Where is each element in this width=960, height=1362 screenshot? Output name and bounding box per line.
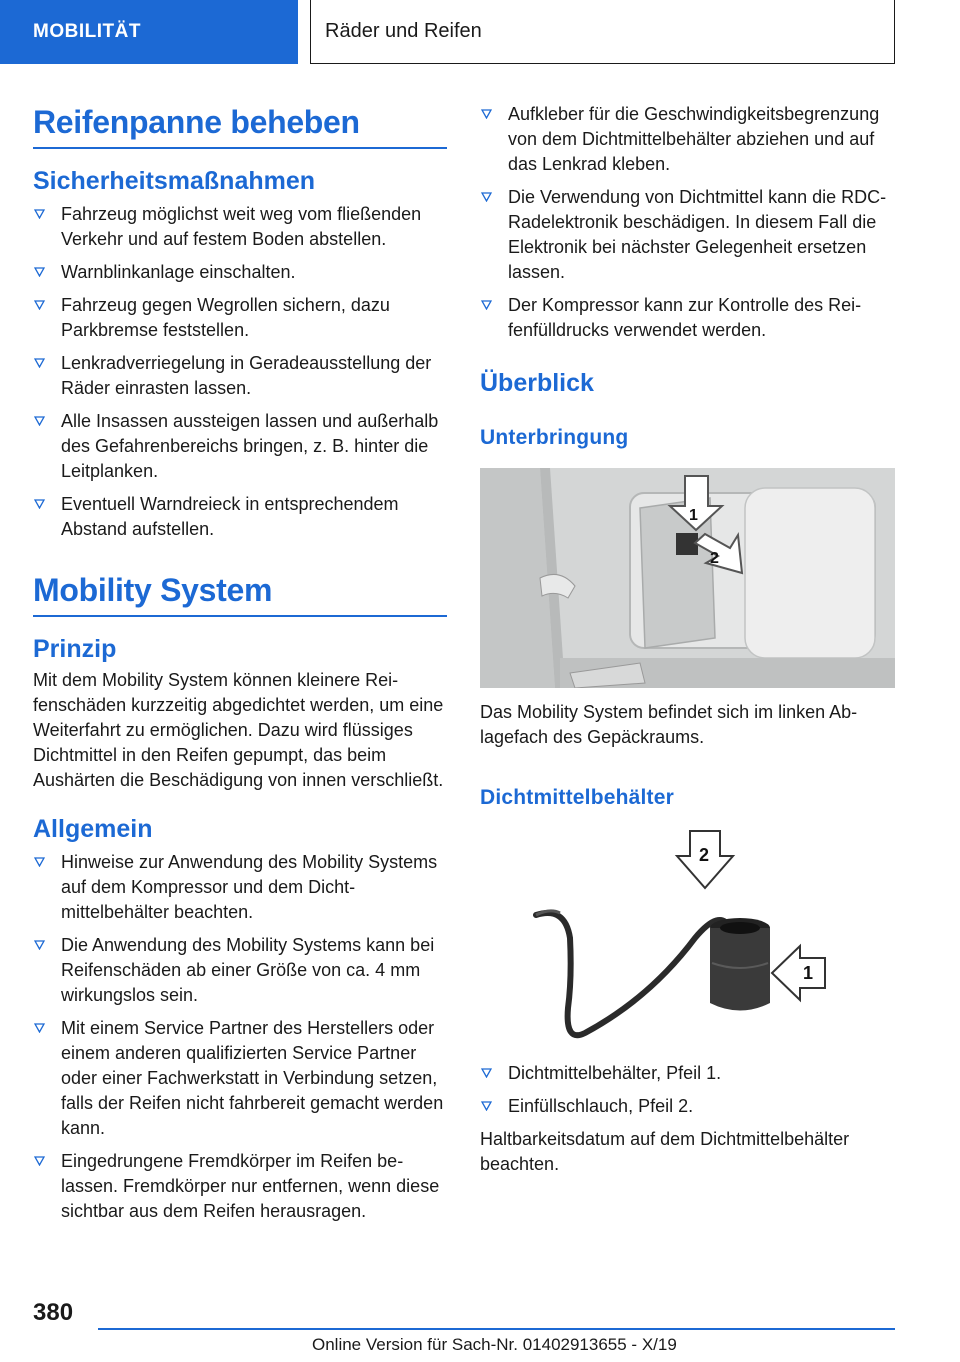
general-list xyxy=(33,850,447,1224)
list-item: Alle Insassen aussteigen lassen und außerhalb des Gefahrenbereichs bringen, z. B. hinter die Leitplanken. xyxy=(33,409,447,484)
sealant-bottle-illustration xyxy=(480,828,895,1043)
triangle-bullet-icon xyxy=(34,267,44,277)
section-title: MOBILITÄT xyxy=(33,21,141,42)
triangle-bullet-icon xyxy=(34,358,44,368)
list-item: Warnblinkanlage einschalten. xyxy=(33,260,447,285)
heading-ueberblick: Überblick xyxy=(480,369,594,397)
heading-allgemein: Allgemein xyxy=(33,815,153,843)
heading-prinzip: Prinzip xyxy=(33,635,117,663)
triangle-bullet-icon xyxy=(481,1101,491,1111)
list-item: Eingedrungene Fremdkörper im Reifen belassen. Fremdkörper nur entfernen, wenn diese sichtbar aus dem Reifen herausragen. xyxy=(33,1149,447,1224)
triangle-bullet-icon xyxy=(481,109,491,119)
list-item: Lenkradverriegelung in Geradeausstellung der Räder einrasten lassen. xyxy=(33,351,447,401)
footer-rule xyxy=(98,1328,895,1330)
list-item: Fahrzeug möglichst weit weg vom fließenden Verkehr und auf festem Boden abstellen. xyxy=(33,202,447,252)
component-list xyxy=(480,1061,895,1119)
arrow-label-1: 1 xyxy=(689,507,698,524)
list-item: Aufkleber für die Geschwindigkeitsbegrenzung von dem Dichtmittelbehälter abziehen und auf das Lenkrad kleben. xyxy=(480,102,895,177)
heading-mobility-system: Mobility System xyxy=(33,572,447,617)
triangle-bullet-icon xyxy=(34,416,44,426)
chapter-tab xyxy=(310,0,895,64)
triangle-bullet-icon xyxy=(481,192,491,202)
left-column xyxy=(33,100,447,1232)
storage-paragraph: Das Mobility System befindet sich im linken Ablagefach des Gepäckraums. xyxy=(480,702,858,747)
heading-reifenpanne: Reifenpanne beheben xyxy=(33,104,447,149)
right-column xyxy=(480,100,895,1177)
list-item: Der Kompressor kann zur Kontrolle des Reifenfülldrucks verwendet werden. xyxy=(480,293,895,343)
section-tab xyxy=(0,0,298,64)
triangle-bullet-icon xyxy=(34,300,44,310)
triangle-bullet-icon xyxy=(481,1068,491,1078)
prinzip-paragraph: Mit dem Mobility System können kleinere Reifenschäden kurzzeitig abgedichtet werden, um eine Weiterfahrt zu ermöglichen. Dazu wird flüssiges Dichtmittel in den Reifen gepumpt, das beim Aushärten die Beschädigung von innen verschließt. xyxy=(33,670,444,790)
continued-list xyxy=(480,102,895,343)
list-item: Die Verwendung von Dichtmittel kann die RDC-Radelektronik beschädigen. In diesem Fall die Elektronik bei nächster Gelegenheit ersetzen lassen. xyxy=(480,185,895,285)
list-item: Eventuell Warndreieck in entsprechendem Abstand aufstellen. xyxy=(33,492,447,542)
shelf-life-paragraph: Haltbarkeitsdatum auf dem Dichtmittelbehälter beachten. xyxy=(480,1129,850,1174)
heading-unterbringung: Unterbringung xyxy=(480,426,629,449)
arrow-label-2: 2 xyxy=(710,550,719,567)
list-item: Hinweise zur Anwendung des Mobility Systems auf dem Kompressor und dem Dichtmittelbehälter beachten. xyxy=(33,850,447,925)
safety-list xyxy=(33,202,447,542)
arrow-label-2: 2 xyxy=(699,845,710,865)
heading-sicherheitsmassnahmen: Sicherheitsmaßnahmen xyxy=(33,167,316,195)
list-item: Dichtmittelbehälter, Pfeil 1. xyxy=(480,1061,895,1086)
heading-dichtmittelbehaelter: Dichtmittelbehälter xyxy=(480,786,674,809)
chapter-title: Räder und Reifen xyxy=(325,20,482,42)
list-item: Fahrzeug gegen Wegrollen sichern, dazu Parkbremse feststellen. xyxy=(33,293,447,343)
trunk-compartment-illustration xyxy=(480,468,895,688)
triangle-bullet-icon xyxy=(34,857,44,867)
list-item: Einfüllschlauch, Pfeil 2. xyxy=(480,1094,895,1119)
triangle-bullet-icon xyxy=(34,499,44,509)
arrow-label-1: 1 xyxy=(803,963,814,983)
page-number: 380 xyxy=(33,1299,74,1326)
list-item: Mit einem Service Partner des Herstellers oder einem anderen qualifizierten Service Partner oder einer Fachwerkstatt in Verbindung setzen, falls der Reifen nicht fahrbereit gemacht werden kann. xyxy=(33,1016,447,1141)
triangle-bullet-icon xyxy=(34,1156,44,1166)
list-item: Die Anwendung des Mobility Systems kann bei Reifenschäden ab einer Größe von ca. 4 mm wirkungslos sein. xyxy=(33,933,447,1008)
triangle-bullet-icon xyxy=(481,300,491,310)
triangle-bullet-icon xyxy=(34,940,44,950)
triangle-bullet-icon xyxy=(34,1023,44,1033)
footer-version: Online Version für Sach-Nr. 01402913655 - X/19 xyxy=(312,1335,677,1354)
triangle-bullet-icon xyxy=(34,209,44,219)
